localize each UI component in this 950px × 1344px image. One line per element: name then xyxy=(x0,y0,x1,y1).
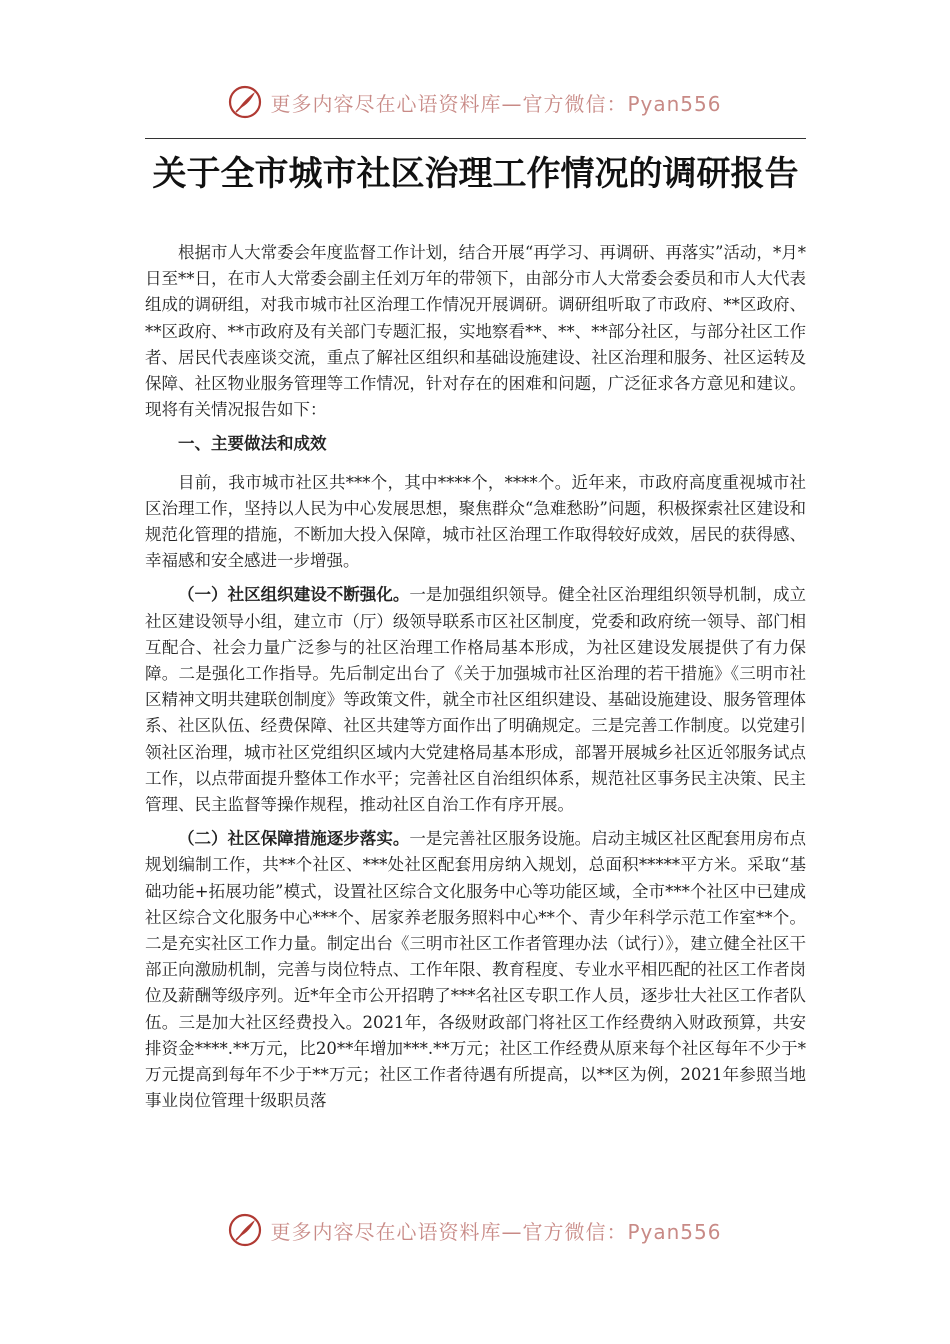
header-banner xyxy=(0,80,950,124)
item-1-body: 一是加强组织领导。健全社区治理组织领导机制，成立社区建设领导小组，建立市（厅）级领导联系市区社区制度，党委和政府统一领导、部门相互配合、社会力量广泛参与的社区治理工作格局基本形成，为社区建设发展提供了有力保障。二是强化工作指导。先后制定出台了《关于加强城市社区治理的若干措施》《三明市社区精神文明共建联创制度》等政策文件，就全市社区组织建设、基础设施建设、服务管理体系、社区队伍、经费保障、社区共建等方面作出了明确规定。三是完善工作制度。以党建引领社区治理，城市社区党组织区域内大党建格局基本形成，部署开展城乡社区近邻服务试点工作，以点带面提升整体工作水平；完善社区自治组织体系，规范社区事务民主决策、民主管理、民主监督等操作规程，推动社区自治工作有序开展。 xyxy=(145,585,807,815)
header-divider xyxy=(145,138,806,139)
document-title: 关于全市城市社区治理工作情况的调研报告 xyxy=(152,154,799,194)
feather-quill-logo-icon xyxy=(228,1213,262,1247)
header-banner-text: 更多内容尽在心语资料库—官方微信：Pyan556 xyxy=(270,91,722,116)
intro-paragraph: 根据市人大常委会年度监督工作计划，结合开展“再学习、再调研、再落实”活动，*月*日至**日，在市人大常委会副主任刘万年的带领下，由部分市人大常委会委员和市人大代表组成的调研组，对我市城市社区治理工作情况开展调研。调研组听取了市政府、**区政府、**区政府、**市政府及有关部门专题汇报，实地察看**、**、**部分社区，与部分社区工作者、居民代表座谈交流，重点了解社区组织和基础设施建设、社区治理和服务、社区运转及保障、社区物业服务管理等工作情况，针对存在的困难和问题，广泛征求各方意见和建议。现将有关情况报告如下： xyxy=(145,243,806,420)
section-heading: 一、主要做法和成效 xyxy=(178,434,327,454)
item-paragraph-2 xyxy=(145,826,806,1114)
footer-banner-text: 更多内容尽在心语资料库—官方微信：Pyan556 xyxy=(270,1219,722,1244)
section-intro-paragraph: 目前，我市城市社区共***个，其中****个，****个。近年来，市政府高度重视城市社区治理工作，坚持以人民为中心发展思想，聚焦群众“急难愁盼”问题，积极探索社区建设和规范化管理的措施，不断加大投入保障，城市社区治理工作取得较好成效，居民的获得感、幸福感和安全感进一步增强。 xyxy=(145,472,806,571)
document-body xyxy=(145,240,806,1123)
item-paragraph-1 xyxy=(145,582,806,818)
footer-banner xyxy=(0,1208,950,1252)
feather-quill-logo-icon xyxy=(228,85,262,119)
item-1-lead: （一）社区组织建设不断强化。 xyxy=(178,585,410,605)
item-2-lead: （二）社区保障措施逐步落实。 xyxy=(178,829,410,849)
item-2-body: 一是完善社区服务设施。启动主城区社区配套用房布点规划编制工作，共**个社区、***处社区配套用房纳入规划，总面积*****平方米。采取“基础功能+拓展功能”模式，设置社区综合文化服务中心等功能区域，全市***个社区中已建成社区综合文化服务中心***个、居家养老服务照料中心**个、青少年科学示范工作室**个。二是充实社区工作力量。制定出台《三明市社区工作者管理办法（试行）》，建立健全社区干部正向激励机制，完善与岗位特点、工作年限、教育程度、专业水平相匹配的社区工作者岗位及薪酬等级序列。近*年全市公开招聘了***名社区专职工作人员，逐步壮大社区工作者队伍。三是加大社区经费投入。2021年，各级财政部门将社区工作经费纳入财政预算，共安排资金****.**万元，比20**年增加***.**万元；社区工作经费从原来每个社区每年不少于*万元提高到每年不少于**万元；社区工作者待遇有所提高，以**区为例，2021年参照当地事业岗位管理十级职员落 xyxy=(145,829,807,1111)
